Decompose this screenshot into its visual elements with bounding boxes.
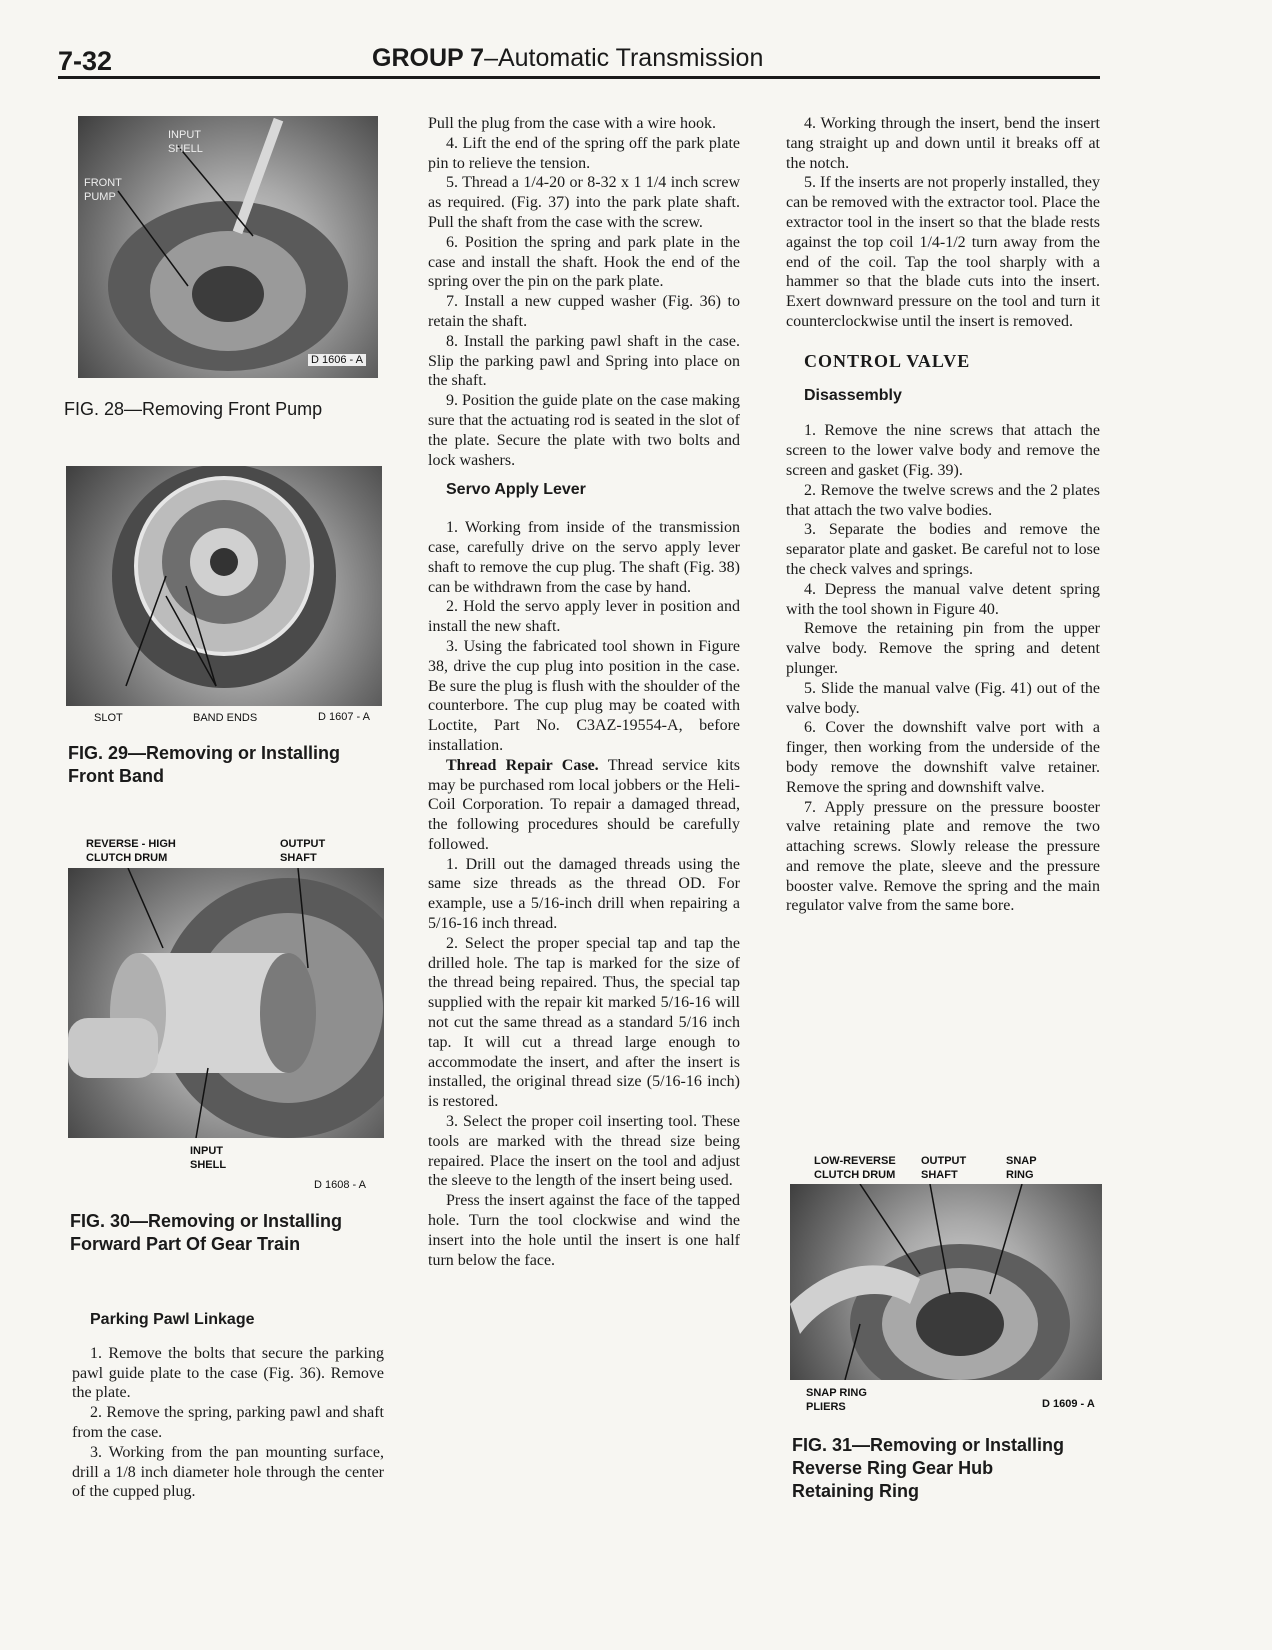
- paragraph: 3. Separate the bodies and remove the separator plate and gasket. Be careful not to lose the check valves and springs.: [786, 521, 1100, 578]
- callout-reverse-high-clutch-drum: REVERSE - HIGH CLUTCH DRUM: [86, 838, 176, 864]
- paragraph: Press the insert against the face of the tapped hole. Turn the tool clockwise and wind the insert into the hole until the insert is one half turn below the face.: [428, 1192, 740, 1269]
- paragraph: 3. Using the fabricated tool shown in Figure 38, drive the cup plug into position in the case. Be sure the plug is flush with the shoulder of the counterbore. The cup plug may be coated with Loctite, Part No. C3AZ-19554-A, before installation.: [428, 637, 740, 754]
- paragraph: 5. If the inserts are not properly installed, they can be removed with the extractor tool. Place the extractor tool in the insert so that the blade rests against the top coil 1/4-1/2 turn away from the end of the coil. Tap the tool sharply with a hammer so that the blade cuts into the insert. Exert downward pressure on the tool and turn it counterclockwise until the insert is removed.: [786, 174, 1100, 330]
- figure-31-photo: [790, 1184, 1102, 1380]
- paragraph: 1. Remove the bolts that secure the parking pawl guide plate to the case (Fig. 36). Remove the plate.: [72, 1344, 384, 1402]
- callout-slot: SLOT: [94, 712, 123, 724]
- paragraph: 2. Remove the twelve screws and the 2 plates that attach the two valve bodies.: [786, 481, 1100, 519]
- figure-30-illustration: [68, 868, 384, 1138]
- paragraph: 1. Remove the nine screws that attach the screen to the lower valve body and remove the screen and gasket (Fig. 39).: [786, 422, 1100, 479]
- figure-28-illustration: [78, 116, 378, 378]
- paragraph: 5. Thread a 1/4-20 or 8-32 x 1 1/4 inch screw as required. (Fig. 37) into the park plate shaft. Pull the shaft from the case with the screw.: [428, 174, 740, 231]
- paragraph: 7. Install a new cupped washer (Fig. 36) to retain the shaft.: [428, 293, 740, 330]
- paragraph: 1. Working from inside of the transmission case, carefully drive on the servo apply lever shaft to remove the cup plug. The shaft (Fig. 38) can be withdrawn from the case by hand.: [428, 519, 740, 596]
- paragraph: 6. Cover the downshift valve port with a finger, then working from the underside of the body remove the downshift valve retainer. Remove the spring and downshift valve.: [786, 719, 1100, 796]
- paragraph: Remove the retaining pin from the upper valve body. Remove the spring and detent plunger.: [786, 620, 1100, 677]
- page-number: 7-32: [58, 46, 113, 76]
- paragraph: 2. Hold the servo apply lever in position and install the new shaft.: [428, 598, 740, 636]
- paragraph: 4. Lift the end of the spring off the park plate pin to relieve the tension.: [428, 134, 740, 172]
- group-subtitle: –Automatic Transmission: [484, 44, 764, 72]
- callout-front-pump: FRONT PUMP: [84, 177, 122, 203]
- paragraph: 3. Select the proper coil inserting tool. These tools are marked with the thread size being repaired. Place the insert on the tool and adjust the sleeve to the length of the insert being used.: [428, 1113, 740, 1190]
- paragraph: 8. Install the parking pawl shaft in the case. Slip the parking pawl and Spring into place on the shaft.: [428, 332, 740, 390]
- figure-28-photo: [78, 116, 378, 378]
- group-title: [372, 44, 763, 73]
- heading-parking-pawl-linkage: Parking Pawl Linkage: [90, 1311, 255, 1328]
- callout-output-shaft: OUTPUT SHAFT: [280, 838, 326, 864]
- figure-29-illustration: [66, 466, 382, 706]
- section-control-valve: CONTROL VALVE: [804, 350, 971, 371]
- paragraph: 5. Slide the manual valve (Fig. 41) out of the valve body.: [786, 679, 1100, 717]
- page-header: [58, 40, 1100, 80]
- figure-30-caption: FIG. 30—Removing or Installing Forward Part Of Gear Train: [70, 1211, 343, 1254]
- paragraph: 2. Select the proper special tap and tap the drilled hole. The tap is marked for the size of the thread being repaired. Thus, the special tap supplied with the repair kit marked 5/16-16 will not cut the same thread as a standard 5/16 inch tap. It will cut a thread large enough to accommodate the insert, and after the insert is installed, the original thread size (5/16-16 inch) is restored.: [428, 934, 740, 1111]
- figure-30-photo: [68, 868, 384, 1138]
- figure-30-code: D 1608 - A: [314, 1179, 366, 1191]
- runin-thread-repair-case: Thread Repair Case.: [446, 756, 599, 774]
- callout-band-ends: BAND ENDS: [193, 712, 258, 724]
- heading-disassembly: Disassembly: [804, 386, 902, 404]
- figure-29-caption: FIG. 29—Removing or Installing Front Band: [68, 743, 341, 786]
- paragraph-thread-repair: Thread Repair Case. Thread service kits may be purchased rom local jobbers or the Heli-Coil Corporation. To repair a damaged thread, the following procedures should be carefully followed.: [428, 756, 741, 853]
- paragraph: 4. Depress the manual valve detent spring with the tool shown in Figure 40.: [786, 580, 1100, 618]
- callout-snap-ring-pliers: SNAP RING PLIERS: [806, 1387, 867, 1413]
- callout-output-shaft-31: OUTPUT SHAFT: [921, 1155, 967, 1181]
- callout-snap-ring: SNAP RING: [1006, 1155, 1037, 1181]
- group-label: GROUP 7: [372, 44, 485, 72]
- figure-31-illustration: [790, 1184, 1102, 1380]
- paragraph: 7. Apply pressure on the pressure booster valve retaining plate and remove the two attaching screws. Slowly release the pressure and remove the plate, sleeve and the pressure booster valve. Remove the spring and the main regulator valve from the same bore.: [786, 798, 1100, 915]
- heading-servo-apply-lever: Servo Apply Lever: [446, 481, 586, 499]
- callout-low-reverse-clutch-drum: LOW-REVERSE CLUTCH DRUM: [814, 1155, 896, 1181]
- paragraph: 6. Position the spring and park plate in the case and install the shaft. Hook the end of the spring over the pin on the park plate.: [428, 233, 740, 291]
- callout-input-shell: INPUT SHELL: [168, 129, 203, 155]
- figure-31-caption: FIG. 31—Removing or Installing Reverse Ring Gear Hub Retaining Ring: [792, 1435, 1065, 1501]
- figure-28-caption: FIG. 28—Removing Front Pump: [64, 399, 323, 419]
- paragraph: 4. Working through the insert, bend the insert tang straight up and down until it breaks off at the notch.: [786, 115, 1100, 172]
- paragraph: 2. Remove the spring, parking pawl and shaft from the case.: [72, 1404, 384, 1441]
- callout-input-shell-30: INPUT SHELL: [190, 1145, 227, 1171]
- column-2-text: [428, 114, 740, 1270]
- paragraph: 9. Position the guide plate on the case making sure that the actuating rod is seated in the slot of the plate. Secure the plate with two bolts and lock washers.: [428, 392, 740, 469]
- column-3-text: [786, 114, 1100, 916]
- paragraph: Pull the plug from the case with a wire hook.: [428, 115, 716, 132]
- figure-31-code: D 1609 - A: [1042, 1398, 1095, 1410]
- column-1-text: [72, 1296, 384, 1502]
- figure-29-code: D 1607 - A: [318, 711, 370, 723]
- paragraph: 3. Working from the pan mounting surface, drill a 1/8 inch diameter hole through the center of the cupped plug.: [72, 1443, 384, 1501]
- figure-29-photo: [66, 466, 382, 706]
- header-rule: [58, 76, 1100, 79]
- paragraph: 1. Drill out the damaged threads using the same size threads as the thread OD. For example, use a 5/16-inch drill when repairing a 5/16-16 inch thread.: [428, 855, 740, 933]
- figure-28-code: D 1606 - A: [308, 354, 366, 366]
